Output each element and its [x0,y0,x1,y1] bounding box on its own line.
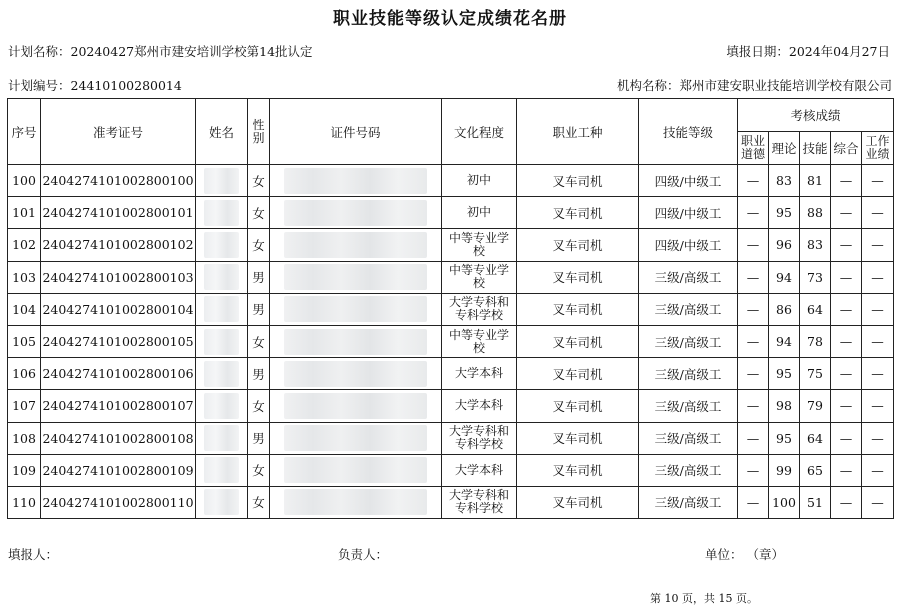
cell-gender: 女 [248,454,270,486]
cell-skill-level: 四级/中级工 [639,197,738,229]
cell-skill: 79 [800,390,831,422]
header-name: 姓名 [196,99,248,165]
redacted-id-block [284,361,427,387]
cell-name-redacted [196,197,248,229]
cell-overall: — [831,261,862,293]
cell-skill-level: 四级/中级工 [639,165,738,197]
cell-ticket: 2404274101002800101 [41,197,196,229]
cell-name-redacted [196,293,248,325]
cell-name-redacted [196,486,248,518]
table-row [8,261,894,293]
table-row [8,390,894,422]
cell-theory: 100 [769,486,800,518]
cell-skill: 81 [800,165,831,197]
education-text: 初中 [466,173,491,188]
fill-date: 填报日期：2024年04月27日 [726,44,890,59]
cell-seq: 109 [8,454,41,486]
cell-seq: 100 [8,165,41,197]
cell-skill: 75 [800,358,831,390]
cell-education [442,390,517,422]
cell-name-redacted [196,261,248,293]
cell-education [442,229,517,261]
cell-occupation: 叉车司机 [517,229,639,261]
header-work-performance: 工作业绩 [862,132,894,165]
cell-id-redacted [270,165,442,197]
cell-theory: 95 [769,197,800,229]
cell-work: — [862,325,894,357]
cell-theory: 86 [769,293,800,325]
cell-theory: 83 [769,165,800,197]
cell-ticket: 2404274101002800102 [41,229,196,261]
page-title: 职业技能等级认定成绩花名册 [333,9,567,29]
cell-theory: 95 [769,422,800,454]
cell-work: — [862,197,894,229]
cell-skill: 78 [800,325,831,357]
education-text: 大学本科 [454,366,503,381]
cell-work: — [862,486,894,518]
cell-id-redacted [270,422,442,454]
cell-ethics: — [738,229,769,261]
redacted-id-block [284,232,427,258]
cell-name-redacted [196,454,248,486]
cell-ticket: 2404274101002800106 [41,358,196,390]
redacted-name-block [204,168,239,194]
cell-theory: 96 [769,229,800,261]
cell-seq: 110 [8,486,41,518]
cell-occupation: 叉车司机 [517,165,639,197]
cell-overall: — [831,325,862,357]
cell-gender: 女 [248,197,270,229]
cell-skill-level: 三级/高级工 [639,454,738,486]
table-row [8,165,894,197]
education-text: 中等专业学校 [448,230,509,258]
cell-work: — [862,261,894,293]
cell-name-redacted [196,390,248,422]
cell-seq: 103 [8,261,41,293]
cell-name-redacted [196,229,248,261]
cell-overall: — [831,422,862,454]
cell-overall: — [831,454,862,486]
cell-id-redacted [270,293,442,325]
redacted-id-block [284,393,427,419]
cell-education [442,358,517,390]
redacted-name-block [204,329,239,355]
organization-name: 机构名称：郑州市建安职业技能培训学校有限公司 [616,78,892,93]
redacted-id-block [284,168,427,194]
table-row [8,422,894,454]
cell-theory: 94 [769,261,800,293]
cell-occupation: 叉车司机 [517,358,639,390]
redacted-id-block [284,264,427,290]
education-text: 大学专科和专科学校 [448,295,509,323]
cell-gender: 女 [248,325,270,357]
cell-gender: 女 [248,165,270,197]
cell-skill: 73 [800,261,831,293]
cell-seq: 105 [8,325,41,357]
cell-name-redacted [196,165,248,197]
cell-gender: 男 [248,422,270,454]
education-text: 初中 [466,205,491,220]
header-education: 文化程度 [442,99,517,165]
cell-education [442,197,517,229]
cell-ticket: 2404274101002800104 [41,293,196,325]
cell-skill-level: 三级/高级工 [639,486,738,518]
cell-work: — [862,454,894,486]
cell-work: — [862,422,894,454]
cell-work: — [862,293,894,325]
cell-work: — [862,165,894,197]
header-occupation: 职业工种 [517,99,639,165]
cell-overall: — [831,358,862,390]
cell-ethics: — [738,390,769,422]
cell-gender: 男 [248,293,270,325]
score-roster-table [7,98,894,519]
cell-education [442,422,517,454]
education-text: 中等专业学校 [448,327,509,355]
table-row [8,486,894,518]
cell-seq: 106 [8,358,41,390]
cell-skill: 88 [800,197,831,229]
cell-seq: 107 [8,390,41,422]
cell-ethics: — [738,293,769,325]
table-row [8,358,894,390]
redacted-name-block [204,264,239,290]
redacted-name-block [204,489,239,515]
cell-skill: 65 [800,454,831,486]
cell-education [442,454,517,486]
cell-seq: 101 [8,197,41,229]
cell-seq: 102 [8,229,41,261]
education-text: 中等专业学校 [448,263,509,291]
cell-id-redacted [270,454,442,486]
header-scores: 考核成绩 [738,99,894,132]
redacted-id-block [284,296,427,322]
footer-filler: 填报人： [8,547,59,562]
redacted-id-block [284,425,427,451]
footer-unit: 单位： （章） [705,547,784,562]
cell-gender: 女 [248,229,270,261]
cell-skill-level: 四级/中级工 [639,229,738,261]
header-skill: 技能 [800,132,831,165]
table-row [8,229,894,261]
cell-occupation: 叉车司机 [517,325,639,357]
page-number: 第 10 页，共 15 页。 [650,592,758,605]
cell-skill-level: 三级/高级工 [639,358,738,390]
footer-owner: 负责人： [338,547,389,562]
redacted-id-block [284,457,427,483]
cell-id-redacted [270,358,442,390]
cell-skill: 64 [800,293,831,325]
redacted-id-block [284,489,427,515]
table-row [8,293,894,325]
cell-skill: 64 [800,422,831,454]
header-ticket: 准考证号 [41,99,196,165]
cell-theory: 95 [769,358,800,390]
cell-ethics: — [738,261,769,293]
cell-ticket: 2404274101002800100 [41,165,196,197]
cell-ethics: — [738,486,769,518]
header-theory: 理论 [769,132,800,165]
cell-overall: — [831,229,862,261]
cell-ethics: — [738,197,769,229]
cell-id-redacted [270,390,442,422]
cell-gender: 女 [248,486,270,518]
cell-ethics: — [738,422,769,454]
education-text: 大学专科和专科学校 [448,424,509,452]
cell-education [442,165,517,197]
cell-occupation: 叉车司机 [517,261,639,293]
cell-ethics: — [738,165,769,197]
cell-skill-level: 三级/高级工 [639,293,738,325]
cell-theory: 94 [769,325,800,357]
cell-skill: 83 [800,229,831,261]
redacted-id-block [284,329,427,355]
cell-gender: 女 [248,390,270,422]
cell-overall: — [831,486,862,518]
cell-occupation: 叉车司机 [517,454,639,486]
cell-occupation: 叉车司机 [517,486,639,518]
cell-occupation: 叉车司机 [517,197,639,229]
cell-education [442,325,517,357]
redacted-name-block [204,393,239,419]
header-skill-level: 技能等级 [639,99,738,165]
cell-overall: — [831,293,862,325]
cell-ethics: — [738,325,769,357]
education-text: 大学本科 [454,462,503,477]
redacted-name-block [204,232,239,258]
table-row [8,454,894,486]
cell-ticket: 2404274101002800107 [41,390,196,422]
cell-id-redacted [270,486,442,518]
cell-theory: 99 [769,454,800,486]
cell-overall: — [831,197,862,229]
education-text: 大学专科和专科学校 [448,488,509,516]
cell-gender: 男 [248,358,270,390]
cell-work: — [862,390,894,422]
cell-ticket: 2404274101002800110 [41,486,196,518]
education-text: 大学本科 [454,398,503,413]
cell-ticket: 2404274101002800109 [41,454,196,486]
cell-ticket: 2404274101002800103 [41,261,196,293]
cell-work: — [862,358,894,390]
cell-seq: 108 [8,422,41,454]
plan-number: 计划编号：24410100280014 [8,78,182,93]
redacted-name-block [204,296,239,322]
cell-ethics: — [738,454,769,486]
redacted-name-block [204,361,239,387]
cell-gender: 男 [248,261,270,293]
cell-occupation: 叉车司机 [517,422,639,454]
header-seq: 序号 [8,99,41,165]
cell-theory: 98 [769,390,800,422]
header-id-number: 证件号码 [270,99,442,165]
header-ethics: 职业道德 [738,132,769,165]
cell-education [442,261,517,293]
cell-seq: 104 [8,293,41,325]
cell-skill-level: 三级/高级工 [639,325,738,357]
redacted-id-block [284,200,427,226]
roster-body [8,165,894,519]
cell-id-redacted [270,229,442,261]
header-overall: 综合 [831,132,862,165]
cell-ethics: — [738,358,769,390]
cell-id-redacted [270,261,442,293]
cell-ticket: 2404274101002800108 [41,422,196,454]
cell-skill-level: 三级/高级工 [639,261,738,293]
cell-overall: — [831,165,862,197]
cell-work: — [862,229,894,261]
table-row [8,197,894,229]
cell-name-redacted [196,422,248,454]
cell-skill-level: 三级/高级工 [639,390,738,422]
cell-education [442,486,517,518]
table-row [8,325,894,357]
redacted-name-block [204,425,239,451]
redacted-name-block [204,457,239,483]
cell-occupation: 叉车司机 [517,390,639,422]
cell-ticket: 2404274101002800105 [41,325,196,357]
cell-id-redacted [270,325,442,357]
cell-skill-level: 三级/高级工 [639,422,738,454]
cell-overall: — [831,390,862,422]
redacted-name-block [204,200,239,226]
plan-name: 计划名称：20240427郑州市建安培训学校第14批认定 [8,44,313,59]
cell-id-redacted [270,197,442,229]
cell-name-redacted [196,358,248,390]
cell-occupation: 叉车司机 [517,293,639,325]
cell-name-redacted [196,325,248,357]
header-gender: 性别 [248,99,270,165]
cell-skill: 51 [800,486,831,518]
cell-education [442,293,517,325]
